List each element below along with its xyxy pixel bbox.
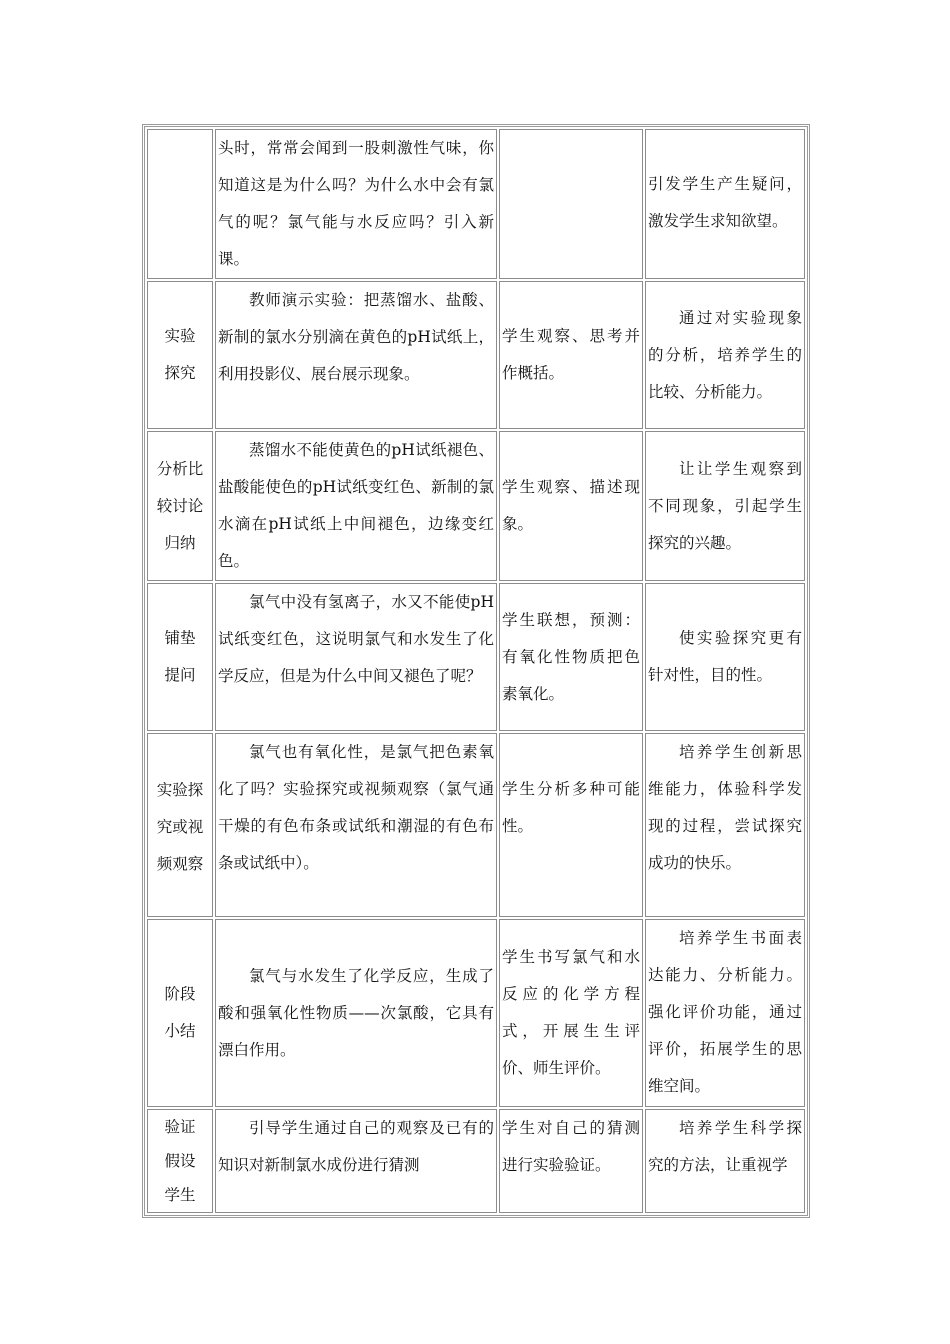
design-intent-cell xyxy=(645,733,805,917)
design-intent-cell xyxy=(645,431,805,581)
design-intent-cell xyxy=(645,1109,805,1213)
student-activity-cell xyxy=(499,129,643,279)
design-intent-text: 培养学生书面表达能力、分析能力。强化评价功能，通过评价，拓展学生的思维空间。 xyxy=(648,929,802,1095)
stage-cell: 铺垫 提问 xyxy=(147,583,213,731)
stage-cell: 阶段 小结 xyxy=(147,919,213,1107)
teacher-activity-cell xyxy=(215,281,497,429)
teacher-activity-text: 氯气与水发生了化学反应，生成了酸和强氧化性物质——次氯酸，它具有漂白作用。 xyxy=(218,966,494,1059)
teacher-activity-text: 头时，常常会闻到一股刺激性气味，你知道这是为什么吗？为什么水中会有氯气的呢？氯气能与水反应吗？引入新课。 xyxy=(218,139,494,268)
student-activity-cell: 学生书写氯气和水反应的化学方程式，开展生生评价、师生评价。 xyxy=(499,919,643,1107)
student-activity-cell: 学生对自己的猜测进行实验验证。 xyxy=(499,1109,643,1213)
design-intent-cell xyxy=(645,129,805,279)
student-activity-cell: 学生联想，预测：有氧化性物质把色素氧化。 xyxy=(499,583,643,731)
table-row xyxy=(147,919,805,1107)
design-intent-cell xyxy=(645,919,805,1107)
table-row xyxy=(147,281,805,429)
teacher-activity-text: 蒸馏水不能使黄色的pH试纸褪色、盐酸能使色的pH试纸变红色、新制的氯水滴在pH试纸上中间褪色，边缘变红色。 xyxy=(218,441,494,570)
table-row xyxy=(147,129,805,279)
table-row xyxy=(147,431,805,581)
table-row xyxy=(147,733,805,917)
teacher-activity-cell xyxy=(215,919,497,1107)
table-row xyxy=(147,583,805,731)
design-intent-text: 培养学生科学探究的方法，让重视学 xyxy=(648,1119,802,1174)
teacher-activity-text: 教师演示实验：把蒸馏水、盐酸、新制的氯水分别滴在黄色的pH试纸上，利用投影仪、展台展示现象。 xyxy=(218,291,494,383)
design-intent-text: 引发学生产生疑问，激发学生求知欲望。 xyxy=(648,175,802,230)
teacher-activity-cell xyxy=(215,1109,497,1213)
stage-cell: 分析比 较讨论 归纳 xyxy=(147,431,213,581)
design-intent-cell xyxy=(645,281,805,429)
student-activity-cell: 学生观察、思考并作概括。 xyxy=(499,281,643,429)
stage-cell: 实验 探究 xyxy=(147,281,213,429)
teacher-activity-cell xyxy=(215,733,497,917)
student-activity-cell xyxy=(499,733,643,917)
stage-cell: 实验探 究或视 频观察 xyxy=(147,733,213,917)
stage-cell xyxy=(147,129,213,279)
stage-cell: 验证 假设 学生 xyxy=(147,1109,213,1213)
design-intent-text: 让让学生观察到不同现象，引起学生探究的兴趣。 xyxy=(648,459,802,552)
design-intent-text: 通过对实验现象的分析，培养学生的比较、分析能力。 xyxy=(648,308,802,401)
teacher-activity-text: 引导学生通过自己的观察及已有的知识对新制氯水成份进行猜测 xyxy=(218,1119,494,1174)
table-row xyxy=(147,1109,805,1213)
teacher-activity-text: 氯气中没有氢离子，水又不能使pH试纸变红色，这说明氯气和水发生了化学反应，但是为什么中间又褪色了呢？ xyxy=(218,593,494,685)
teacher-activity-cell xyxy=(215,583,497,731)
design-intent-text: 培养学生创新思维能力，体验科学发现的过程，尝试探究成功的快乐。 xyxy=(648,743,802,872)
design-intent-cell xyxy=(645,583,805,731)
teacher-activity-cell xyxy=(215,129,497,279)
design-intent-text: 使实验探究更有针对性，目的性。 xyxy=(648,629,802,684)
teacher-activity-cell xyxy=(215,431,497,581)
teacher-activity-text: 氯气也有氧化性，是氯气把色素氧化了吗？实验探究或视频观察（氯气通干燥的有色布条或试纸和潮湿的有色布条或试纸中）。 xyxy=(218,743,494,872)
lesson-plan-table xyxy=(142,124,810,1218)
student-activity-text: 学生分析多种可能性。 xyxy=(502,780,640,835)
student-activity-cell: 学生观察、描述现象。 xyxy=(499,431,643,581)
